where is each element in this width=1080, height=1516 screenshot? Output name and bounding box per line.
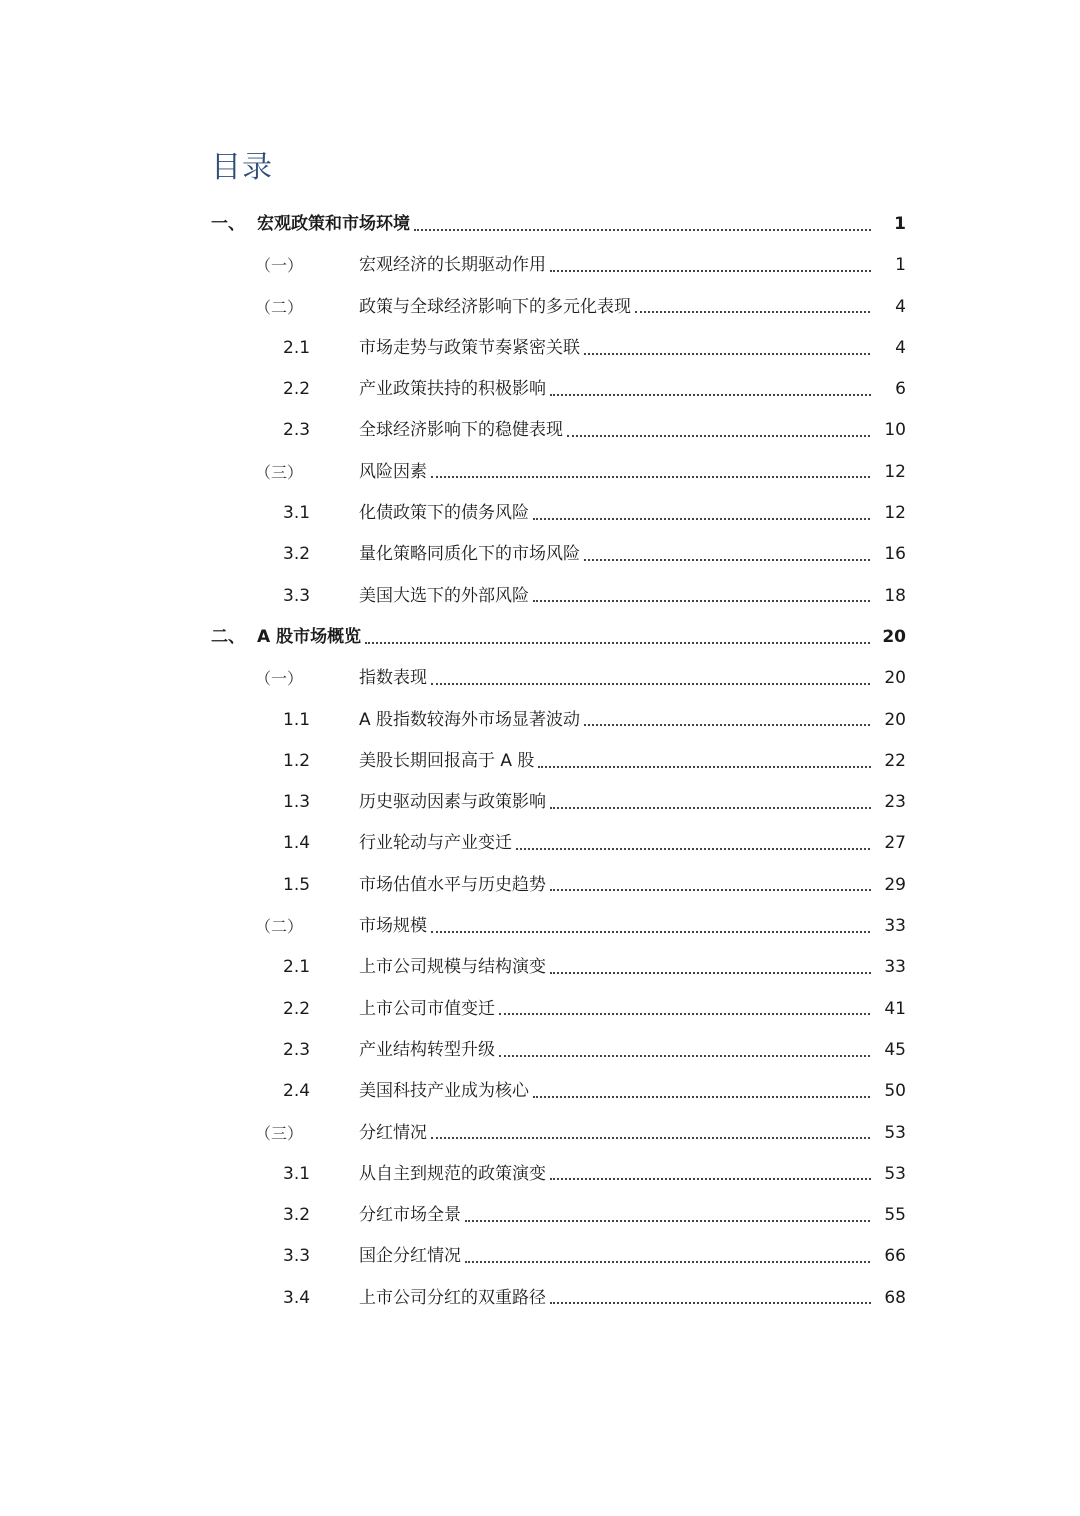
table-of-contents: [0, 204, 1080, 1319]
toc-entry-number: 1.5: [283, 874, 311, 895]
toc-entry-page-number: 1: [872, 204, 906, 245]
toc-entry-label: 从自主到规范的政策演变: [359, 1163, 546, 1184]
toc-entry-number: 1.1: [283, 709, 311, 730]
toc-entry[interactable]: [0, 906, 1080, 947]
toc-entry-page-number: 12: [872, 493, 906, 534]
toc-entry-page-number: 27: [872, 823, 906, 864]
toc-entry-label-wrap: [359, 1236, 906, 1277]
toc-entry-label-wrap: [359, 493, 906, 534]
toc-entry-label: 风险因素: [359, 461, 427, 482]
dot-leader: [365, 642, 906, 644]
toc-entry[interactable]: [0, 1030, 1080, 1071]
toc-entry-page-number: 45: [872, 1030, 906, 1071]
toc-entry-number: 3.1: [283, 503, 311, 524]
toc-entry-page-number: 6: [872, 369, 906, 410]
dot-leader: [431, 476, 906, 478]
toc-entry-page-number: 33: [872, 947, 906, 988]
dot-leader: [584, 353, 906, 355]
toc-entry-label: 产业结构转型升级: [359, 1039, 495, 1060]
toc-entry-label: 行业轮动与产业变迁: [359, 833, 512, 854]
toc-entry-number: 2.2: [283, 998, 311, 1019]
toc-entry-label: 全球经济影响下的稳健表现: [359, 420, 563, 441]
toc-entry-number: 3.4: [283, 1287, 311, 1308]
toc-entry[interactable]: [0, 700, 1080, 741]
toc-entry-label: 市场走势与政策节奏紧密关联: [359, 337, 580, 358]
dot-leader: [550, 972, 906, 974]
toc-entry-label: 美国科技产业成为核心: [359, 1081, 529, 1102]
toc-entry-page-number: 22: [872, 741, 906, 782]
toc-entry-number: 一、: [211, 214, 245, 234]
toc-entry[interactable]: [0, 1113, 1080, 1154]
toc-entry-page-number: 55: [872, 1195, 906, 1236]
toc-entry[interactable]: [0, 1195, 1080, 1236]
toc-entry[interactable]: [0, 204, 1080, 245]
toc-entry-number: 3.1: [283, 1163, 311, 1184]
toc-entry-label: 宏观政策和市场环境: [257, 214, 410, 234]
toc-entry-label-wrap: [359, 328, 906, 369]
toc-entry[interactable]: [0, 328, 1080, 369]
toc-entry[interactable]: [0, 287, 1080, 328]
dot-leader: [550, 1302, 906, 1304]
toc-entry-label-wrap: [359, 741, 906, 782]
toc-entry-label: 分红情况: [359, 1122, 427, 1143]
toc-entry-number: （一）: [255, 669, 304, 689]
toc-entry-number: （三）: [255, 462, 304, 482]
dot-leader: [499, 1055, 906, 1057]
toc-entry-page-number: 41: [872, 989, 906, 1030]
dot-leader: [635, 311, 906, 313]
toc-entry-page-number: 20: [872, 617, 906, 658]
dot-leader: [465, 1220, 906, 1222]
toc-entry[interactable]: [0, 1236, 1080, 1277]
toc-entry-label: 政策与全球经济影响下的多元化表现: [359, 296, 631, 317]
dot-leader: [465, 1261, 906, 1263]
toc-entry[interactable]: [0, 369, 1080, 410]
toc-entry-label-wrap: [359, 452, 906, 493]
toc-entry-label-wrap: [359, 1030, 906, 1071]
toc-entry-label-wrap: [359, 1278, 906, 1319]
toc-entry-label-wrap: [359, 410, 906, 451]
toc-entry-label: 国企分红情况: [359, 1246, 461, 1267]
toc-entry[interactable]: [0, 534, 1080, 575]
toc-entry-label: A 股市场概览: [257, 626, 362, 647]
dot-leader: [533, 600, 906, 602]
dot-leader: [584, 559, 906, 561]
toc-entry-number: 3.2: [283, 544, 311, 565]
toc-entry-label-wrap: [359, 658, 906, 699]
toc-entry-label: 化债政策下的债务风险: [359, 503, 529, 524]
dot-leader: [431, 683, 906, 685]
toc-entry-label-wrap: [257, 617, 906, 658]
toc-entry-label: 上市公司市值变迁: [359, 998, 495, 1019]
toc-entry-number: 2.1: [283, 957, 311, 978]
toc-entry-label-wrap: [359, 1154, 906, 1195]
toc-entry-page-number: 1: [872, 245, 906, 286]
toc-entry-page-number: 53: [872, 1154, 906, 1195]
toc-entry-label-wrap: [359, 700, 906, 741]
toc-entry-label: 宏观经济的长期驱动作用: [359, 255, 546, 276]
dot-leader: [533, 518, 906, 520]
toc-entry-number: 二、: [211, 626, 245, 647]
toc-entry[interactable]: [0, 493, 1080, 534]
toc-entry-number: 2.4: [283, 1081, 311, 1102]
dot-leader: [538, 766, 906, 768]
toc-entry-number: 3.3: [283, 1246, 311, 1267]
toc-entry-page-number: 4: [872, 287, 906, 328]
toc-entry-page-number: 16: [872, 534, 906, 575]
dot-leader: [550, 1178, 906, 1180]
toc-entry-label-wrap: [359, 906, 906, 947]
toc-entry-number: 2.1: [283, 337, 311, 358]
dot-leader: [550, 889, 906, 891]
toc-entry[interactable]: [0, 1278, 1080, 1319]
dot-leader: [567, 435, 906, 437]
toc-entry[interactable]: [0, 741, 1080, 782]
toc-entry-number: （一）: [255, 256, 304, 276]
toc-entry[interactable]: [0, 452, 1080, 493]
toc-entry-label-wrap: [359, 576, 906, 617]
dot-leader: [550, 270, 906, 272]
dot-leader: [533, 1096, 906, 1098]
toc-entry[interactable]: [0, 658, 1080, 699]
toc-entry-label: 上市公司分红的双重路径: [359, 1287, 546, 1308]
toc-entry-page-number: 66: [872, 1236, 906, 1277]
toc-entry-label: 分红市场全景: [359, 1205, 461, 1226]
toc-entry-label: A 股指数较海外市场显著波动: [359, 709, 581, 730]
toc-entry-label: 市场规模: [359, 916, 427, 937]
toc-entry-label: 上市公司规模与结构演变: [359, 957, 546, 978]
toc-entry-label-wrap: [359, 245, 906, 286]
dot-leader: [431, 1137, 906, 1139]
toc-entry[interactable]: [0, 617, 1080, 658]
toc-entry[interactable]: [0, 410, 1080, 451]
toc-entry-page-number: 33: [872, 906, 906, 947]
toc-entry-number: （二）: [255, 917, 304, 937]
toc-entry-page-number: 10: [872, 410, 906, 451]
toc-entry-label-wrap: [359, 287, 906, 328]
toc-entry-number: 2.3: [283, 1039, 311, 1060]
toc-entry-number: （三）: [255, 1123, 304, 1143]
toc-entry-number: 2.2: [283, 379, 311, 400]
toc-entry-label-wrap: [359, 1113, 906, 1154]
toc-entry-number: 2.3: [283, 420, 311, 441]
toc-entry-label-wrap: [359, 1195, 906, 1236]
dot-leader: [414, 229, 906, 231]
toc-entry-page-number: 23: [872, 782, 906, 823]
toc-entry[interactable]: [0, 1154, 1080, 1195]
toc-entry[interactable]: [0, 782, 1080, 823]
dot-leader: [550, 394, 906, 396]
toc-entry-label: 市场估值水平与历史趋势: [359, 874, 546, 895]
toc-entry-label: 美股长期回报高于 A 股: [359, 750, 535, 771]
toc-entry-label-wrap: [359, 534, 906, 575]
dot-leader: [499, 1013, 906, 1015]
toc-title: 目录: [211, 150, 273, 185]
dot-leader: [516, 848, 906, 850]
toc-entry-label-wrap: [359, 782, 906, 823]
toc-entry[interactable]: [0, 1071, 1080, 1112]
toc-entry-label: 产业政策扶持的积极影响: [359, 379, 546, 400]
toc-entry-label: 历史驱动因素与政策影响: [359, 792, 546, 813]
toc-entry-label-wrap: [257, 204, 906, 245]
dot-leader: [584, 724, 906, 726]
dot-leader: [431, 931, 906, 933]
toc-entry-label: 美国大选下的外部风险: [359, 585, 529, 606]
toc-entry-label-wrap: [359, 823, 906, 864]
toc-entry[interactable]: [0, 823, 1080, 864]
toc-entry-page-number: 18: [872, 576, 906, 617]
toc-entry-page-number: 68: [872, 1278, 906, 1319]
toc-entry-number: 1.3: [283, 792, 311, 813]
toc-entry-label: 指数表现: [359, 668, 427, 689]
toc-entry-page-number: 12: [872, 452, 906, 493]
toc-entry-label-wrap: [359, 989, 906, 1030]
toc-entry-number: 1.2: [283, 750, 311, 771]
toc-entry-label: 量化策略同质化下的市场风险: [359, 544, 580, 565]
toc-entry-page-number: 50: [872, 1071, 906, 1112]
toc-entry-page-number: 4: [872, 328, 906, 369]
toc-entry[interactable]: [0, 947, 1080, 988]
toc-entry-page-number: 20: [872, 658, 906, 699]
toc-entry[interactable]: [0, 576, 1080, 617]
dot-leader: [550, 807, 906, 809]
toc-entry-label-wrap: [359, 865, 906, 906]
toc-entry-number: 3.3: [283, 585, 311, 606]
toc-entry[interactable]: [0, 865, 1080, 906]
toc-entry-page-number: 29: [872, 865, 906, 906]
toc-entry-number: （二）: [255, 297, 304, 317]
toc-entry-number: 3.2: [283, 1205, 311, 1226]
toc-entry-page-number: 53: [872, 1113, 906, 1154]
toc-entry-page-number: 20: [872, 700, 906, 741]
toc-entry-label-wrap: [359, 369, 906, 410]
toc-entry-number: 1.4: [283, 833, 311, 854]
toc-entry-label-wrap: [359, 947, 906, 988]
toc-entry[interactable]: [0, 989, 1080, 1030]
toc-entry[interactable]: [0, 245, 1080, 286]
toc-entry-label-wrap: [359, 1071, 906, 1112]
